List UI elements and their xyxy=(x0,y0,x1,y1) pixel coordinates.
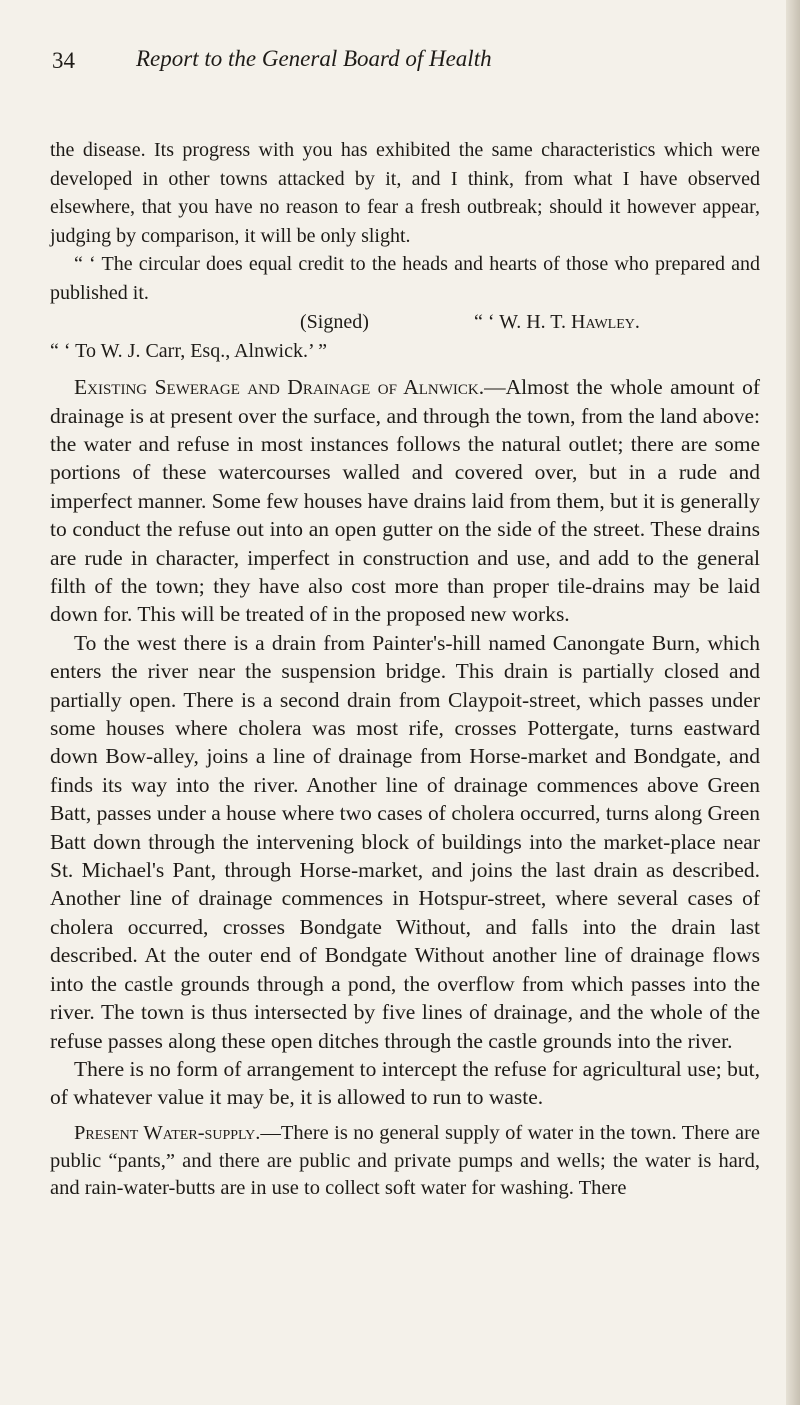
page-edge xyxy=(786,0,800,1405)
running-title: Report to the General Board of Health xyxy=(136,46,492,71)
signature-row xyxy=(50,308,760,337)
sewerage-paragraph-3: There is no form of arrangement to intercept the refuse for agricultural use; but, of whatever value it may be, it is allowed to run to waste. xyxy=(50,1056,760,1110)
letter-closing: “ ‘ The circular does equal credit to the heads and hearts of those who prepared and published it. xyxy=(50,253,760,304)
book-page xyxy=(50,40,760,1203)
water-heading: Present Water-supply. xyxy=(74,1121,261,1144)
page-number: 34 xyxy=(52,48,75,73)
letter-paragraph: the disease. Its progress with you has exhibited the same characteristics which were developed in other towns attacked by it, and I think, from what I have observed elsewhere, that you have no reason to fear a fresh outbreak; should it however appear, judging by comparison, it will be only slight. xyxy=(50,139,760,247)
sewerage-text-1: —Almost the whole amount of drainage is at present over the surface, and through the town, from the land above: the water and refuse in most instances follows the natural outlet; there are some portions of these watercourses walled and covered over, but in a rude and imperfect manner. Some few houses have drains laid from them, but it is generally to conduct the refuse out into an open gutter on the side of the street. These drains are rude in character, imperfect in construction and use, and add to the general filth of the town; they have also cost more than proper tile-drains may be laid down for. This will be treated of in the proposed new works. xyxy=(50,375,760,627)
signatory-name: “ ‘ W. H. T. Hawley. xyxy=(474,310,640,333)
body-text xyxy=(50,136,760,1203)
sewerage-paragraph-2: To the west there is a drain from Painter's-hill named Canongate Burn, which enters the river near the suspension bridge. This drain is partially closed and partially open. There is a second drain from Claypoit-street, which passes under some houses where cholera was most rife, crosses Pottergate, turns eastward down Bow-alley, joins a line of drainage from Horse-market and Bondgate, and finds its way into the river. Another line of drainage commences above Green Batt, passes under a house where two cases of cholera occurred, turns along Green Batt down through the intervening block of buildings into the market-place near St. Michael's Pant, through Horse-market, and joins the last drain as described. Another line of drainage commences in Hotspur-street, where several cases of cholera occurred, crosses Bondgate Without, and falls into the drain last described. At the outer end of Bondgate Without another line of drainage flows into the castle grounds through a pond, the overflow from which passes into the river. The town is thus intersected by five lines of drainage, and the whole of the refuse passes along these open ditches through the castle grounds into the river. xyxy=(50,630,760,1053)
water-text: —There is no general supply of water in the town. There are public “pants,” and there are public and private pumps and wells; the water is hard, and rain-water-butts are in use to collect soft water for washing. There xyxy=(50,1121,760,1200)
sewerage-heading: Existing Sewerage and Drainage of Alnwick. xyxy=(74,375,485,400)
running-head xyxy=(50,40,760,80)
sewerage-paragraph-1 xyxy=(50,373,760,629)
signed-label: (Signed) xyxy=(300,310,369,333)
letter-addressee: “ ‘ To W. J. Carr, Esq., Alnwick.’ ” xyxy=(50,339,328,362)
water-paragraph xyxy=(50,1120,760,1203)
